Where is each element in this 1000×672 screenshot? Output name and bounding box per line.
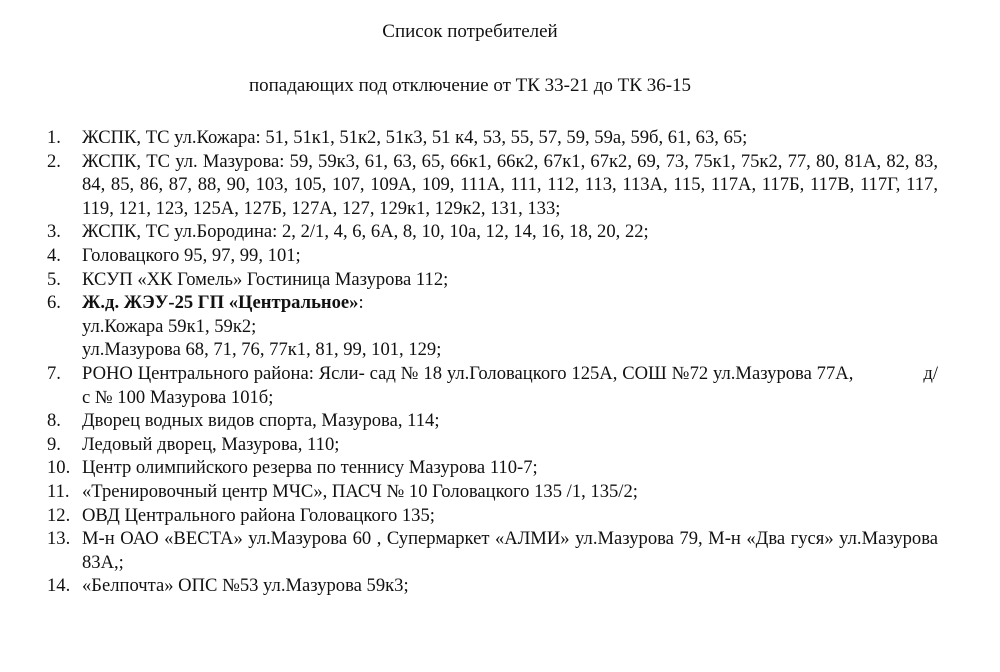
list-item [0, 291, 1000, 362]
item-number: 5. [47, 268, 61, 290]
document-subtitle: попадающих под отключение от ТК 33-21 до ТК 36-15 [248, 75, 692, 96]
item-number: 6. [47, 292, 61, 314]
list-item [0, 574, 1000, 598]
item-text: ЖСПК, ТС ул. Мазурова: 59, 59к3, 61, 63, 65, 66к1, 66к2, 67к1, 67к2, 69, 73, 75к1, 75к2, 77, 80, 81А, 82, 83, 84, 85, 86, 87, 88, 90, 103, 105, 107, 109А, 109, 111А, 111, 112, 113, 113А, 115, 117А, 117Б, 117В, 117Г, 117, 119, 121, 123, 125А, 127Б, 127А, 127, 129к1, 129к2, 131, 133; [82, 150, 938, 219]
list-item [0, 150, 1000, 221]
item-text-tail: д/с № 100 Мазурова 101б; [82, 362, 938, 408]
item-number: 3. [47, 221, 61, 243]
list-item [0, 456, 1000, 480]
list-item [0, 220, 1000, 244]
item-number: 8. [47, 410, 61, 432]
item-number: 7. [47, 362, 61, 384]
item-number: 1. [47, 127, 61, 148]
list-item [0, 362, 1000, 409]
item-text: ОВД Центрального района Головацкого 135; [82, 504, 435, 526]
item-text: РОНО Центрального района: Ясли- сад № 18 ул.Головацкого 125А, СОШ №72 ул.Мазурова 77А, [82, 362, 854, 384]
list-item [0, 268, 1000, 292]
list-item [0, 409, 1000, 433]
item-heading-suffix: : [358, 292, 364, 314]
item-heading: Ж.д. ЖЭУ-25 ГП «Центральное» [82, 292, 359, 314]
item-number: 10. [47, 457, 71, 479]
item-text: ЖСПК, ТС ул.Бородина: 2, 2/1, 4, 6, 6А, 8, 10, 10а, 12, 14, 16, 18, 20, 22; [82, 221, 649, 243]
item-subline: ул.Мазурова 68, 71, 76, 77к1, 81, 99, 101, 129; [82, 339, 442, 361]
item-text: М-н ОАО «ВЕСТА» ул.Мазурова 60 , Супермаркет «АЛМИ» ул.Мазурова 79, М-н «Два гуся» ул.Мазурова 83А,; [82, 528, 938, 573]
item-number: 2. [47, 150, 61, 172]
item-text: Ледовый дворец, Мазурова, 110; [82, 433, 340, 455]
item-text: КСУП «ХК Гомель» Гостиница Мазурова 112; [82, 268, 449, 290]
list-item [0, 244, 1000, 268]
list-item [0, 527, 1000, 574]
document-title: Список потребителей [382, 21, 558, 42]
item-number: 12. [47, 504, 71, 526]
item-subline: ул.Кожара 59к1, 59к2; [82, 315, 257, 337]
item-text: Дворец водных видов спорта, Мазурова, 114; [82, 410, 440, 432]
item-text: Головацкого 95, 97, 99, 101; [82, 244, 301, 266]
list-item [0, 504, 1000, 528]
item-number: 14. [47, 575, 71, 597]
item-text: ЖСПК, ТС ул.Кожара: 51, 51к1, 51к2, 51к3, 51 к4, 53, 55, 57, 59, 59а, 59б, 61, 63, 65; [82, 127, 748, 148]
item-number: 13. [47, 528, 71, 550]
list-item [0, 126, 1000, 150]
item-text: Центр олимпийского резерва по теннису Мазурова 110-7; [82, 457, 538, 479]
item-number: 9. [47, 433, 61, 455]
item-text: «Белпочта» ОПС №53 ул.Мазурова 59к3; [82, 575, 409, 597]
consumer-list [0, 126, 1000, 598]
item-number: 4. [47, 244, 61, 266]
item-number: 11. [47, 480, 70, 502]
item-text: «Тренировочный центр МЧС», ПАСЧ № 10 Головацкого 135 /1, 135/2; [82, 480, 638, 502]
list-item [0, 433, 1000, 457]
list-item [0, 480, 1000, 504]
